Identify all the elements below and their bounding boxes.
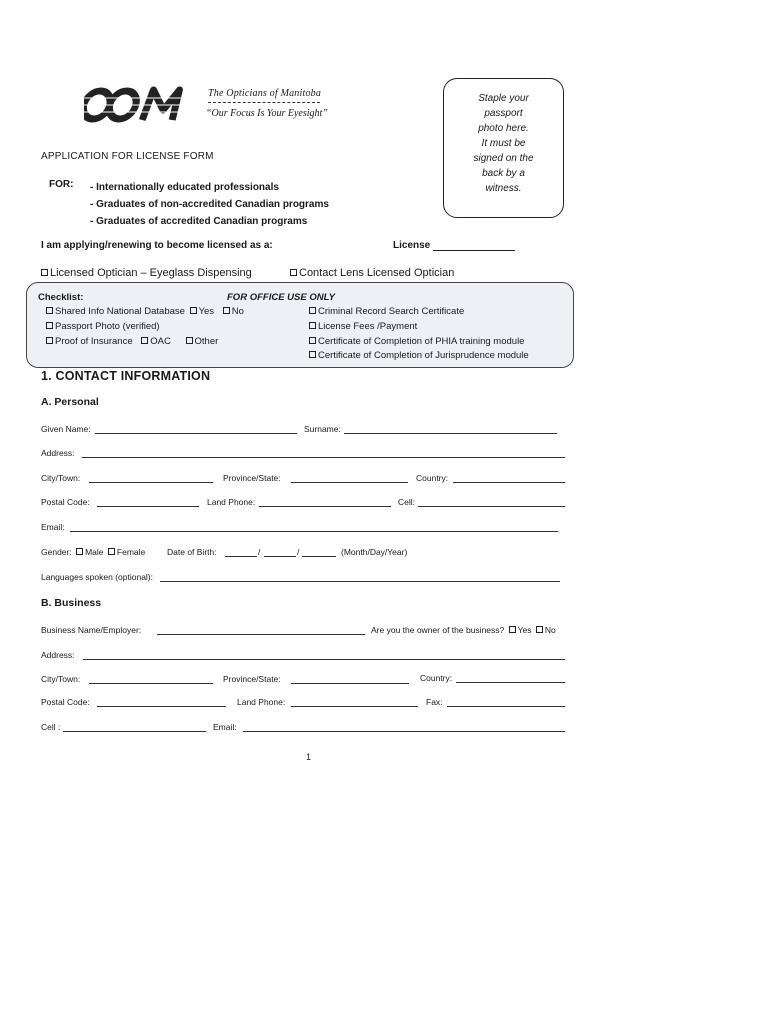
personal-heading: A. Personal [41,396,99,408]
business-postal-label: Postal Code: [41,697,90,707]
personal-email-label: Email: [41,522,65,532]
business-cell-label: Cell : [41,722,61,732]
other-checkbox[interactable] [186,337,193,344]
licensed-optician-checkbox[interactable] [41,269,48,276]
female-checkbox[interactable] [108,548,115,555]
contact-lens-checkbox[interactable] [290,269,297,276]
personal-country-label: Country: [416,473,449,483]
business-country-label: Country: [420,673,453,683]
personal-province-label: Province/State: [223,473,281,483]
licensed-optician-label: Licensed Optician – Eyeglass Dispensing [50,267,252,279]
shared-info-yes-checkbox[interactable] [190,307,197,314]
option-licensed-optician[interactable] [41,267,252,279]
dob-slash: / [297,547,300,557]
personal-city-label: City/Town: [41,473,81,483]
personal-postal-field[interactable] [97,506,199,507]
business-fax-label: Fax: [426,697,443,707]
surname-field[interactable] [344,433,557,434]
for-list [90,179,329,230]
photo-instruction-line: It must be [481,138,526,149]
shared-info-no-checkbox[interactable] [223,307,230,314]
for-item: - Graduates of accredited Canadian programs [90,216,308,227]
personal-address-field[interactable] [82,457,565,458]
option-contact-lens[interactable] [290,267,454,279]
phia-checkbox[interactable] [309,337,316,344]
tagline-rule [208,102,320,103]
license-number-field[interactable] [433,250,515,251]
dob-month-field[interactable] [225,556,257,557]
checklist-phia: Certificate of Completion of PHIA training module [309,334,524,349]
dob-slash: / [258,547,261,557]
business-email-label: Email: [213,722,237,732]
checklist-passport: Passport Photo (verified) [46,319,160,334]
languages-label: Languages spoken (optional): [41,572,153,582]
personal-address-label: Address: [41,448,75,458]
male-checkbox[interactable] [76,548,83,555]
criminal-record-checkbox[interactable] [309,307,316,314]
given-name-label: Given Name: [41,424,91,434]
license-label: License [393,240,431,251]
for-item: - Graduates of non-accredited Canadian programs [90,199,329,210]
passport-checkbox[interactable] [46,322,53,329]
business-fax-field[interactable] [447,706,565,707]
business-city-field[interactable] [89,683,213,684]
dob-day-field[interactable] [264,556,296,557]
photo-instruction-line: photo here. [478,123,529,134]
business-name-label: Business Name/Employer: [41,625,142,635]
insurance-checkbox[interactable] [46,337,53,344]
personal-cell-label: Cell: [398,497,416,507]
for-item: - Internationally educated professionals [90,182,279,193]
personal-country-field[interactable] [453,482,565,483]
photo-instruction-line: back by a [482,168,525,179]
business-postal-field[interactable] [97,706,226,707]
office-use-label: FOR OFFICE USE ONLY [227,292,336,303]
for-label: FOR: [49,179,74,190]
business-heading: B. Business [41,597,102,609]
owner-question: Are you the owner of the business? Yes No [371,625,556,635]
checklist-jurisprudence: Certificate of Completion of Jurisprudence module [309,348,529,363]
photo-instruction-line: Staple your [478,93,529,104]
contact-lens-label: Contact Lens Licensed Optician [299,267,455,279]
business-address-field[interactable] [83,659,565,660]
business-land-phone-label: Land Phone: [237,697,286,707]
business-name-field[interactable] [157,634,365,635]
photo-instruction-line: signed on the [473,153,534,164]
business-province-label: Province/State: [223,674,281,684]
business-province-field[interactable] [291,683,409,684]
shared-info-checkbox[interactable] [46,307,53,314]
surname-label: Surname: [304,424,341,434]
checklist-criminal-record: Criminal Record Search Certificate [309,304,464,319]
languages-field[interactable] [160,581,560,582]
business-email-field[interactable] [243,731,565,732]
dob-label: Date of Birth: [167,547,217,557]
form-title: APPLICATION FOR LICENSE FORM [41,151,214,162]
dob-year-field[interactable] [302,556,336,557]
oac-checkbox[interactable] [141,337,148,344]
personal-land-phone-field[interactable] [259,506,391,507]
personal-land-phone-label: Land Phone: [207,497,256,507]
business-country-field[interactable] [456,682,565,683]
contact-info-heading: 1. CONTACT INFORMATION [41,369,211,383]
gender-row: Gender: Male Female [41,547,146,557]
personal-city-field[interactable] [89,482,213,483]
owner-yes-checkbox[interactable] [509,626,516,633]
checklist-shared-info: Shared Info National Database Yes No [46,304,244,319]
checklist-insurance: Proof of Insurance OAC Other [46,334,218,349]
oom-logo [84,84,196,126]
business-land-phone-field[interactable] [291,706,418,707]
photo-instruction-line: passport [484,108,523,119]
personal-cell-field[interactable] [418,506,565,507]
page-number: 1 [306,752,312,762]
checklist-license-fees: License Fees /Payment [309,319,417,334]
business-address-label: Address: [41,650,75,660]
personal-province-field[interactable] [291,482,408,483]
given-name-field[interactable] [95,433,297,434]
jurisprudence-checkbox[interactable] [309,351,316,358]
photo-instruction-line: witness. [485,183,522,194]
dob-format: (Month/Day/Year) [341,547,408,557]
tagline-org: The Opticians of Manitoba [208,88,322,99]
applying-statement: I am applying/renewing to become licensed as a: [41,240,273,251]
passport-photo-box [443,78,564,218]
license-fees-checkbox[interactable] [309,322,316,329]
personal-email-field[interactable] [70,531,558,532]
business-cell-field[interactable] [63,731,206,732]
personal-postal-label: Postal Code: [41,497,90,507]
business-city-label: City/Town: [41,674,81,684]
tagline-quote: “Our Focus Is Your Eyesight” [206,108,328,119]
owner-no-checkbox[interactable] [536,626,543,633]
checklist-title: Checklist: [38,292,84,303]
